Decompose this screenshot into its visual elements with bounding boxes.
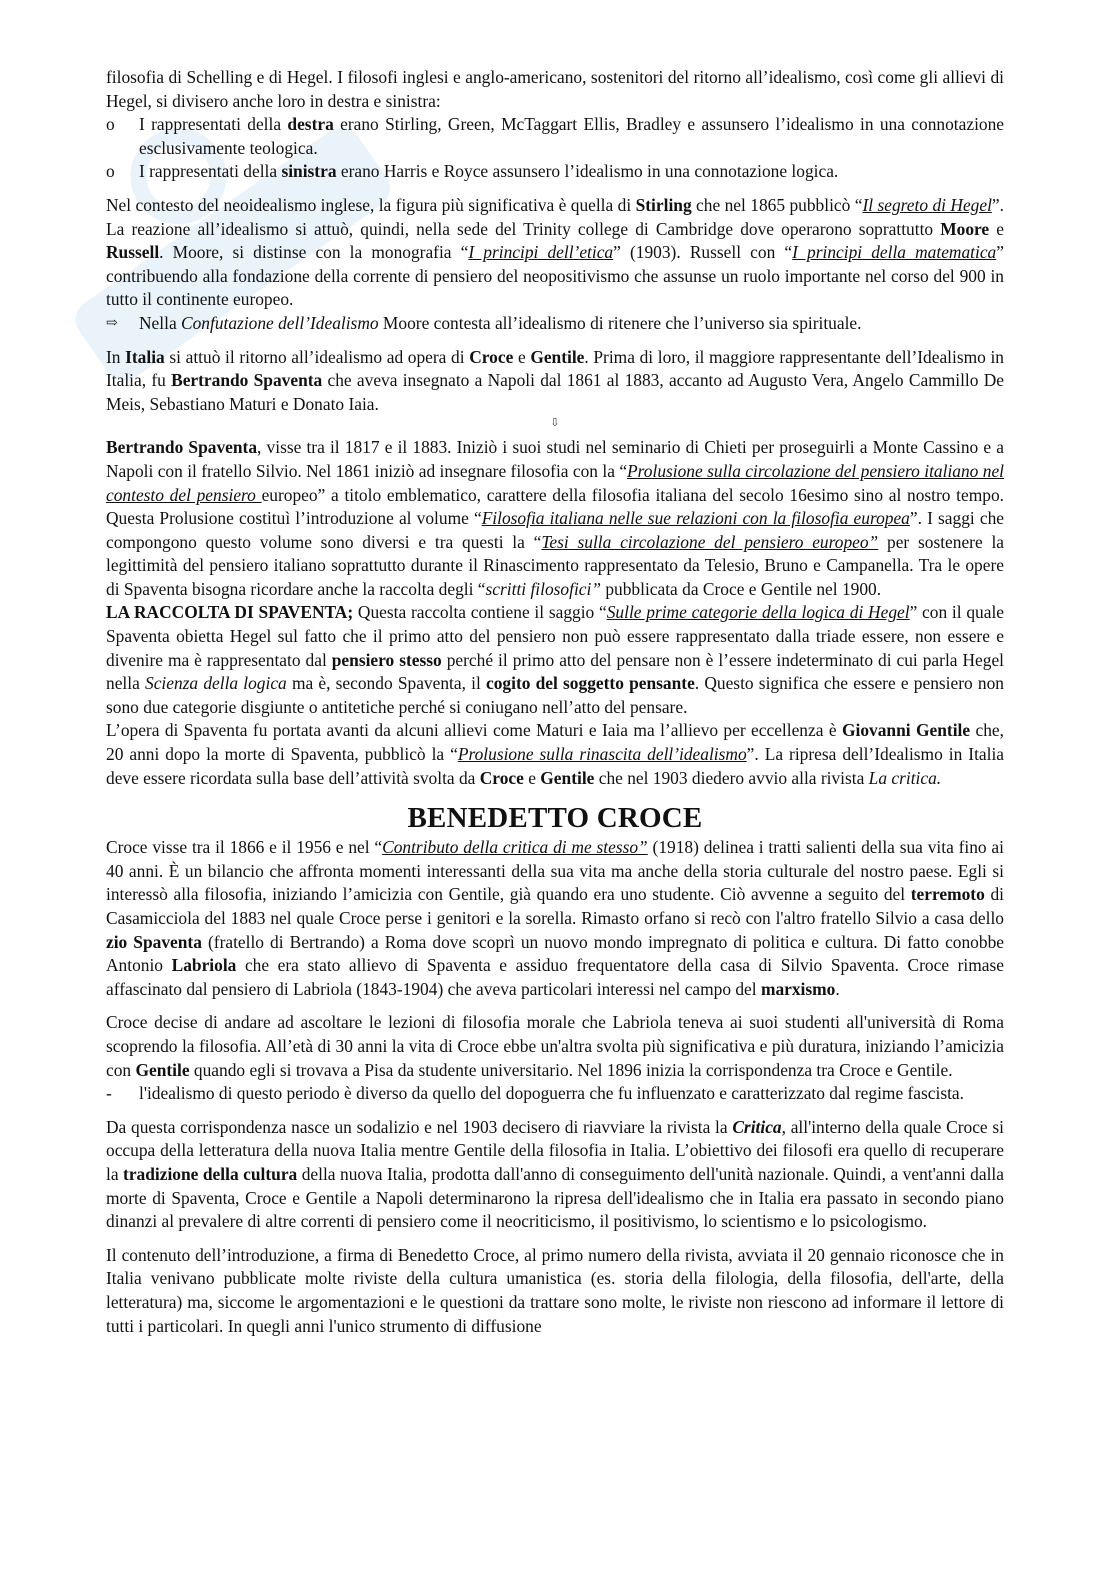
paragraph-introduzione: Il contenuto dell’introduzione, a firma di Benedetto Croce, al primo numero della rivista, avviata il 20 gennaio riconosce che in Italia venivano pubblicate molte riviste della cultura umanistica (es. storia della filologia, della filosofia, dell'arte, della letteratura) ma, siccome le argomentazioni e le questioni da trattare sono molte, le riviste non riescono ad informare il lettore di tutti i particolari. In quegli anni l'unico strumento di diffusione	[106, 1244, 1004, 1336]
paragraph-critica: Da questa corrispondenza nasce un sodalizio e nel 1903 decisero di riavviare la rivista la Critica, all'interno della quale Croce si occupa della letteratura della nuova Italia mentre Gentile della filosofia in Italia. L’obiettivo dei filosofi era quello di recuperare la tradizione della cultura della nuova Italia, prodotta dall'anno di conseguimento dell'unità nazionale. Quindi, a vent'anni dalla morte di Spaventa, Croce e Gentile a Napoli determinarono la ripresa dell'idealismo che in Italia era passato in secondo piano dinanzi al prevalere di altre correnti di pensiero come il neocriticismo, il positivismo, lo scientismo e lo psicologismo.	[106, 1116, 1004, 1232]
paragraph-spaventa: Bertrando Spaventa, visse tra il 1817 e il 1883. Iniziò i suoi studi nel seminario di Chieti per proseguirli a Monte Cassino e a Napoli con il fratello Silvio. Nel 1861 iniziò ad insegnare filosofia con la “Prolusione sulla circolazione del pensiero italiano nel contesto del pensiero europeo” a titolo emblematico, carattere della filosofia italiana del secolo 16esimo sino al nostro tempo. Questa Prolusione costituì l’introduzione al volume “Filosofia italiana nelle sue relazioni con la filosofia europea”. I saggi che compongono questo volume sono diversi e tra questi la “Tesi sulla circolazione del pensiero europeo” per sostenere la legittimità del pensiero italiano soprattutto durante il Rinascimento rappresentato da Telesio, Bruno e Campanella. Tra le opere di Spaventa bisogna ricordare anche la raccolta degli “scritti filosofici” pubblicata da Croce e Gentile nel 1900.	[106, 437, 1004, 599]
paragraph-gentile: L’opera di Spaventa fu portata avanti da alcuni allievi come Maturi e Iaia ma l’allievo per eccellenza è Giovanni Gentile che, 20 anni dopo la morte di Spaventa, pubblicò la “Prolusione sulla rinascita dell’idealismo”. La ripresa dell’Idealismo in Italia deve essere ricordata sulla base dell’attività svolta da Croce e Gentile che nel 1903 diedero avvio alla rivista La critica.	[106, 720, 1005, 788]
section-title: BENEDETTO CROCE	[407, 802, 703, 835]
paragraph-intro: filosofia di Schelling e di Hegel. I filosofi inglesi e anglo-americano, sostenitori del ritorno all’idealismo, così come gli allievi di Hegel, si divisero anche loro in destra e sinistra:	[106, 67, 1004, 111]
arrow-down-icon: ⇩	[550, 417, 560, 430]
arrow-note: ⇨ Nella Confutazione dell’Idealismo Moore contesta all’idealismo di ritenere che l’universo sia spirituale.	[106, 312, 1004, 336]
document-page	[106, 66, 1004, 1338]
list-item: o I rappresentati della sinistra erano Harris e Royce assunsero l’idealismo in una connotazione logica.	[106, 161, 839, 182]
paragraph-raccolta: LA RACCOLTA DI SPAVENTA; Questa raccolta contiene il saggio “Sulle prime categorie della logica di Hegel” con il quale Spaventa obietta Hegel sul fatto che il primo atto del pensiero non può essere rappresentato dalla triade essere, non essere e divenire ma è rappresentato dal pensiero stesso perché il primo atto del pensare non è l’essere indeterminato di cui parla Hegel nella Scienza della logica ma è, secondo Spaventa, il cogito del soggetto pensante. Questo significa che essere e pensiero non sono due categorie disgiunte o antitetiche perché si coniugano nell’atto del pensare.	[106, 602, 1004, 717]
paragraph-croce-vita: Croce visse tra il 1866 e il 1956 e nel “Contributo della critica di me stesso” (1918) delinea i tratti salienti della sua vita fino ai 40 anni. È un bilancio che affronta momenti interessanti della sua vita ma anche della storia culturale del nostro paese. Egli si interessò alla filosofia, iniziando l’amicizia con Gentile, già quando era uno studente. Ciò avvenne a seguito del terremoto di Casamicciola del 1883 nel quale Croce perse i genitori e la sorella. Rimasto orfano si recò con l'altro fratello Silvio a casa dello zio Spaventa (fratello di Bertrando) a Roma dove scoprì un nuovo mondo impregnato di politica e cultura. Di fatto conobbe Antonio Labriola che era stato allievo di Spaventa e assiduo frequentatore della casa di Silvio Spaventa. Croce rimase affascinato dal pensiero di Labriola (1843-1904) che aveva particolari interessi nel campo del marxismo.	[106, 837, 1004, 999]
list-item: - l'idealismo di questo periodo è diverso da quello del dopoguerra che fu influenzato e caratterizzato dal regime fascista.	[106, 1083, 965, 1104]
list-item: o I rappresentati della destra erano Stirling, Green, McTaggart Ellis, Bradley e assunsero l’idealismo in una connotazione esclusivamente teologica.	[106, 114, 1005, 158]
paragraph-croce-labriola: Croce decise di andare ad ascoltare le lezioni di filosofia morale che Labriola teneva ai suoi studenti all'università di Roma scoprendo la filosofia. All’età di 30 anni la vita di Croce ebbe un'altra svolta più significativa e più duratura, iniziando l’amicizia con Gentile quando egli si trovava a Pisa da studente universitario. Nel 1896 inizia la corrispondenza tra Croce e Gentile.	[106, 1012, 1004, 1080]
paragraph-neoidealismo: Nel contesto del neoidealismo inglese, la figura più significativa è quella di Stirling che nel 1865 pubblicò “Il segreto di Hegel”. La reazione all’idealismo si attuò, quindi, nella sede del Trinity college di Cambridge dove operarono soprattutto Moore e Russell. Moore, si distinse con la monografia “I principi dell’etica” (1903). Russell con “I principi della matematica” contribuendo alla fondazione della corrente di pensiero del neopositivismo che assunse un ruolo importante nel corso del 900 in tutto il continente europeo.	[106, 194, 1004, 310]
arrow-right-icon: ⇨	[106, 315, 118, 331]
paragraph-italia: In Italia si attuò il ritorno all’idealismo ad opera di Croce e Gentile. Prima di loro, il maggiore rappresentante dell’Idealismo in Italia, fu Bertrando Spaventa che aveva insegnato a Napoli dal 1861 al 1883, accanto ad Augusto Vera, Angelo Cammillo De Meis, Sebastiano Maturi e Donato Iaia.	[106, 346, 1004, 414]
